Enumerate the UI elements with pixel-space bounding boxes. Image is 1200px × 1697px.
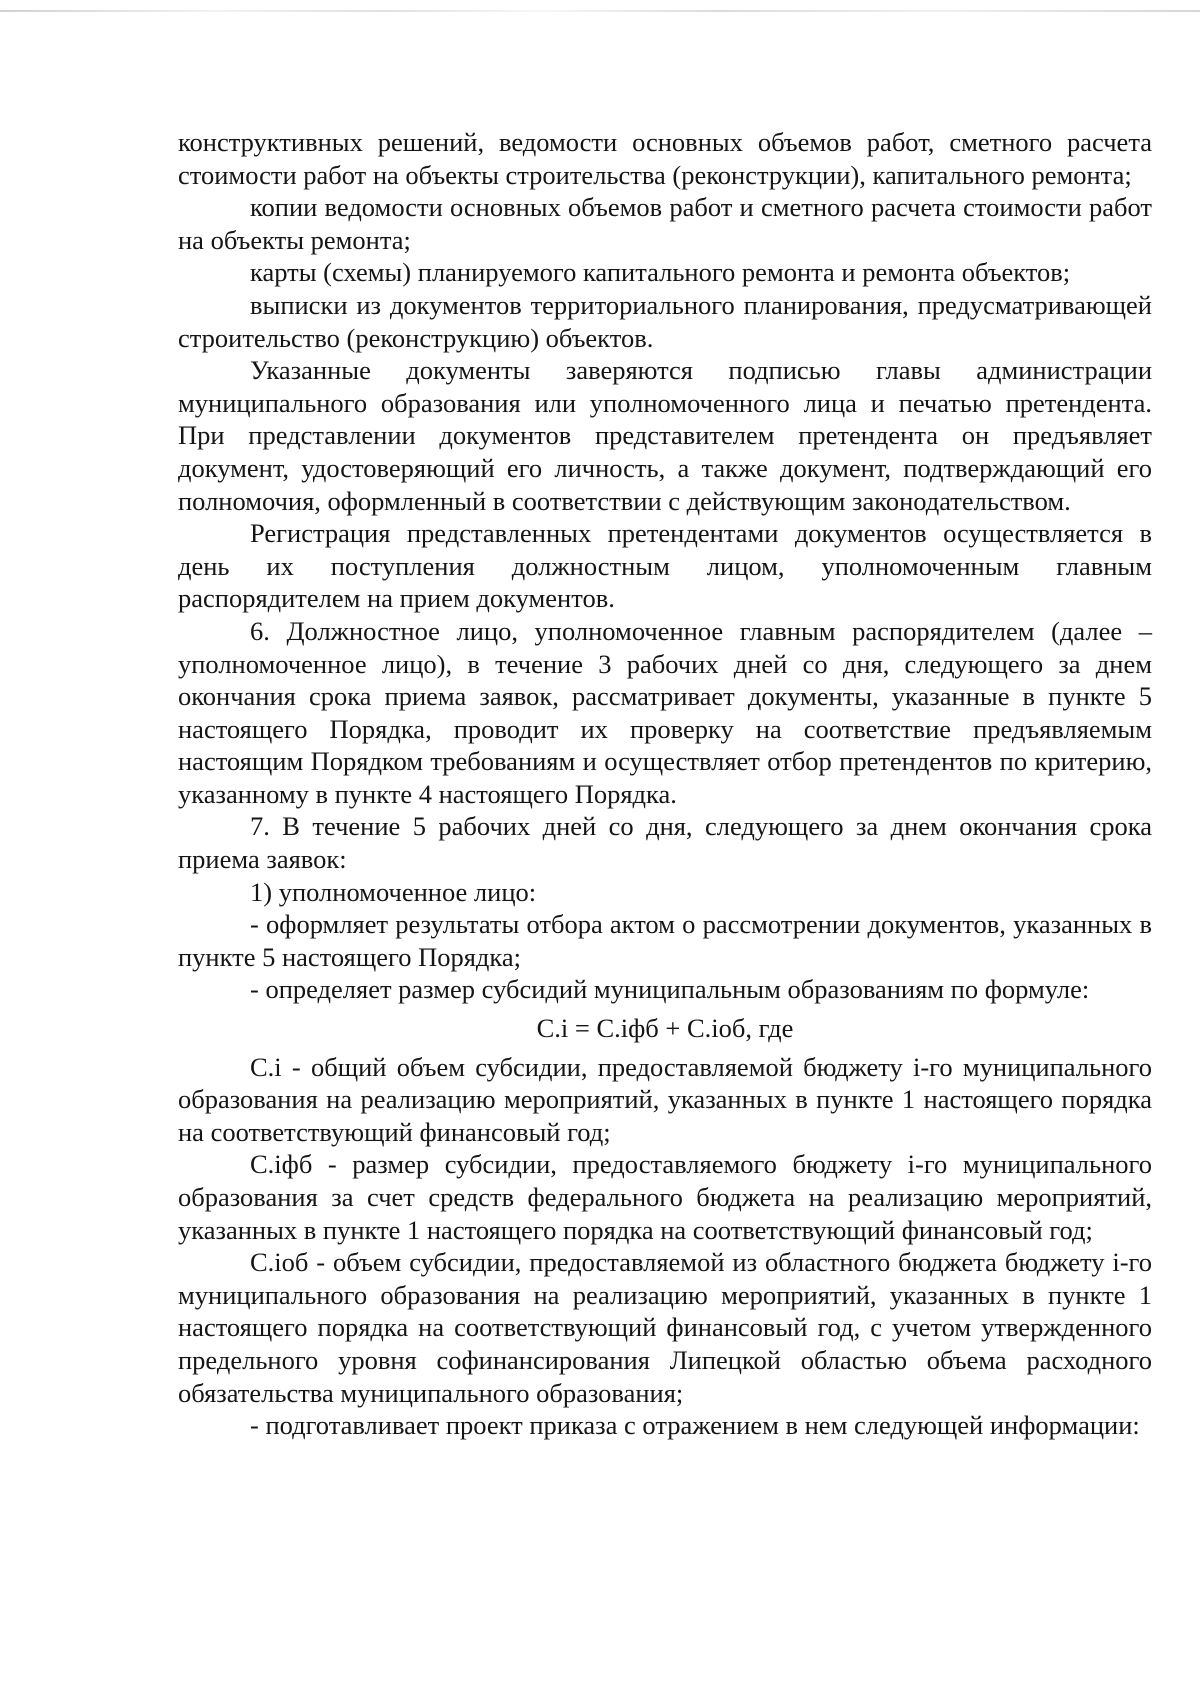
definition-ci: С.i - общий объем субсидии, предоставляемой бюджету i-го муниципального образования на реализацию мероприятий, указанных в пункте 1 настоящего порядка на соответствующий финансовый год; bbox=[178, 1051, 1152, 1147]
document-body bbox=[178, 126, 1152, 1442]
scan-edge-artifact bbox=[0, 10, 1200, 12]
paragraph-continuation: конструктивных решений, ведомости основных объемов работ, сметного расчета стоимости работ на объекты строительства (реконструкции), капитального ремонта; bbox=[178, 127, 1152, 190]
paragraph-item-7: 7. В течение 5 рабочих дней со дня, следующего за днем окончания срока приема заявок: bbox=[178, 811, 1152, 875]
paragraph-estimate-copies: копии ведомости основных объемов работ и сметного расчета стоимости работ на объекты ремонта; bbox=[178, 192, 1152, 255]
definition-cifb: С.iфб - размер субсидии, предоставляемого бюджету i-го муниципального образования за счет средств федерального бюджета на реализацию мероприятий, указанных в пункте 1 настоящего порядка на соответствующий финансовый год; bbox=[178, 1149, 1152, 1245]
paragraph-subitem-1: 1) уполномоченное лицо: bbox=[250, 876, 537, 907]
paragraph-certification: Указанные документы заверяются подписью главы администрации муниципального образования или уполномоченного лица и печатью претендента. При представлении документов представителем претендента он предъявляет документ, удостоверяющий его личность, а также документ, подтверждающий его полномочия, оформленный в соответствии с действующим законодательством. bbox=[178, 355, 1152, 516]
paragraph-item-6: 6. Должностное лицо, уполномоченное главным распорядителем (далее – уполномоченное лицо), в течение 3 рабочих дней со дня, следующего за днем окончания срока приема заявок, рассматривает документы, указанные в пункте 5 настоящего Порядка, проводит их проверку на соответствие предъявляемым настоящим Порядком требованиям и осуществляет отбор претендентов по критерию, указанному в пункте 4 настоящего Порядка. bbox=[178, 615, 1152, 809]
paragraph-dash-results: - оформляет результаты отбора актом о рассмотрении документов, указанных в пункте 5 настоящего Порядка; bbox=[178, 909, 1152, 972]
definition-ciob: С.iоб - объем субсидии, предоставляемой из областного бюджета бюджету i-го муниципального образования на реализацию мероприятий, указанных в пункте 1 настоящего порядка на соответствующий финансовый год, с учетом утвержденного предельного уровня софинансирования Липецкой областью объема расходного обязательства муниципального образования; bbox=[178, 1247, 1152, 1408]
paragraph-registration: Регистрация представленных претендентами документов осуществляется в день их поступления должностным лицом, уполномоченным главным распорядителем на прием документов. bbox=[178, 518, 1152, 614]
paragraph-dash-formula-intro: - определяет размер субсидий муниципальным образованиям по формуле: bbox=[250, 974, 1090, 1005]
paragraph-maps: карты (схемы) планируемого капитального ремонта и ремонта объектов; bbox=[250, 257, 1071, 288]
paragraph-dash-order-draft: - подготавливает проект приказа с отражением в нем следующей информации: bbox=[250, 1410, 1140, 1441]
paragraph-planning-extracts: выписки из документов территориального планирования, предусматривающей строительство (реконструкцию) объектов. bbox=[178, 289, 1152, 353]
formula: С.i = С.iфб + С.iоб, где bbox=[536, 1013, 794, 1044]
